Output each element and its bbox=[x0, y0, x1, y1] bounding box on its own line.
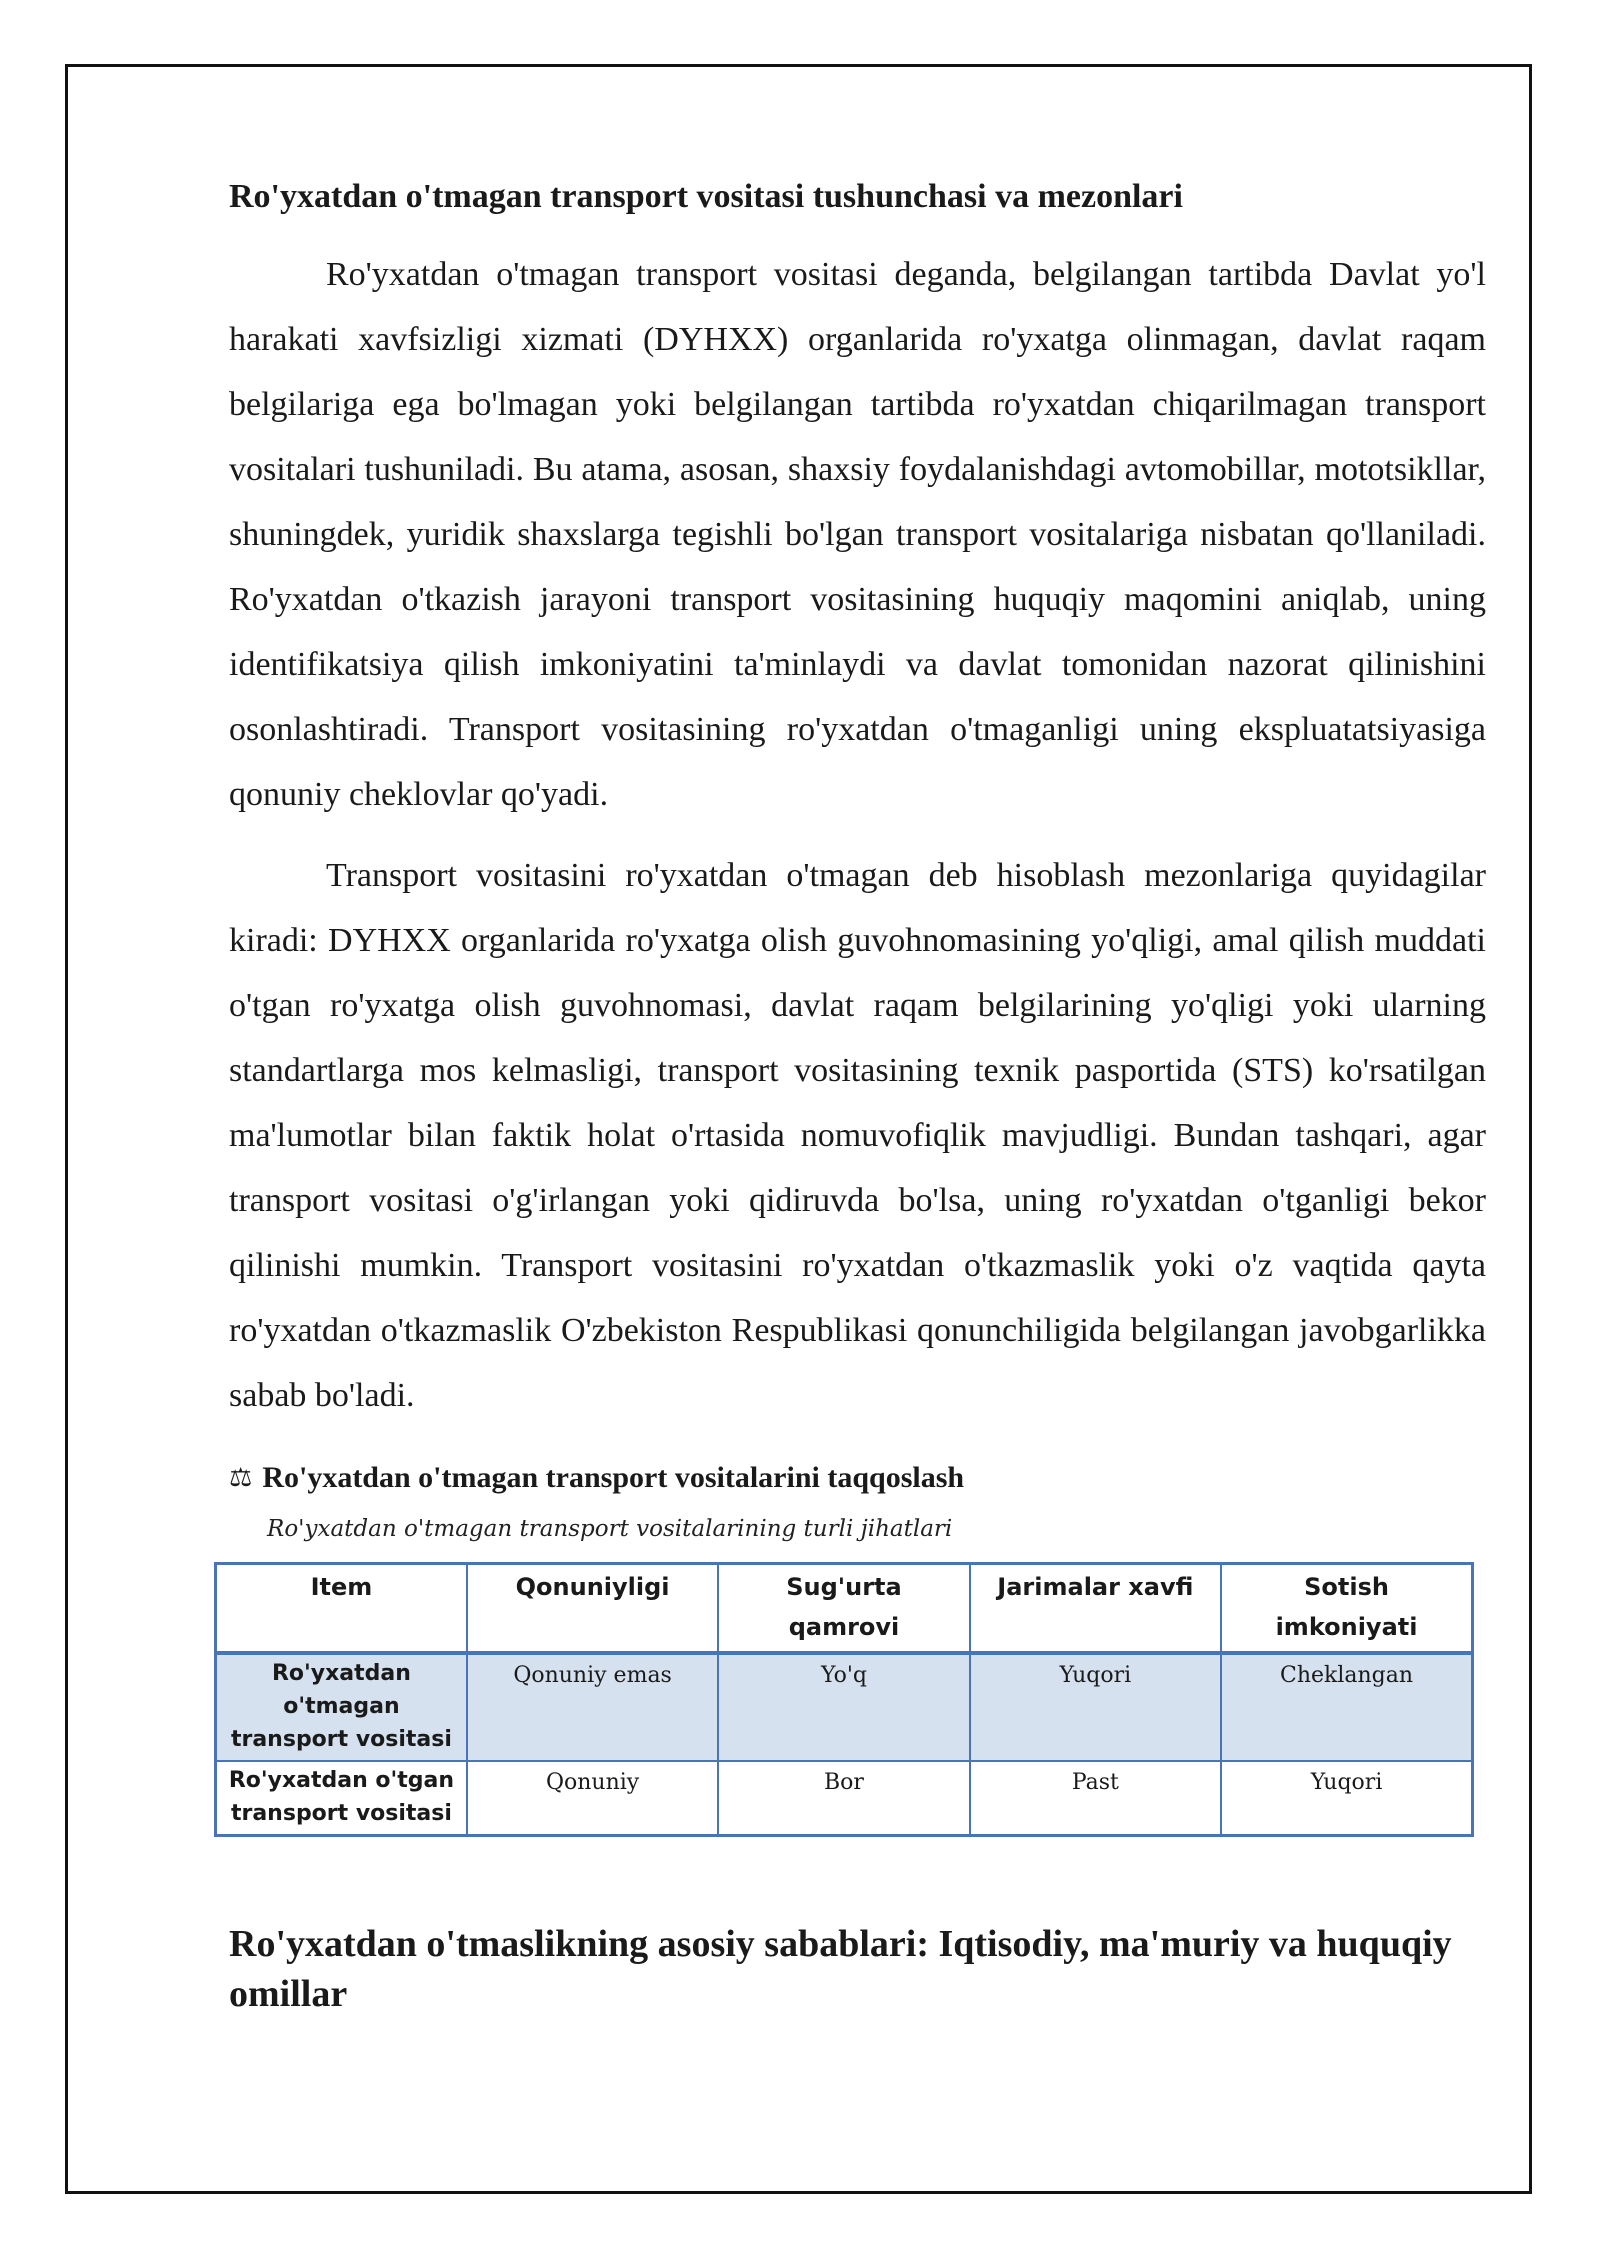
row-item-label: Ro'yxatdan o'tgan transport vositasi bbox=[216, 1761, 467, 1836]
paragraph-definition: Ro'yxatdan o'tmagan transport vositasi deganda, belgilangan tartibda Davlat yo'l harakati xavfsizligi xizmati (DYHXX) organlarida ro'yxatga olinmagan, davlat raqam belgilariga ega bo'lmagan yoki belgilangan tartibda ro'yxatdan chiqarilmagan transport vositalari tushuniladi. Bu atama, asosan, shaxsiy foydalanishdagi avtomobillar, mototsikllar, shuningdek, yuridik shaxslarga tegishli bo'lgan transport vositalariga nisbatan qo'llaniladi. Ro'yxatdan o'tkazish jarayoni transport vositasining huquqiy maqomini aniqlab, uning identifikatsiya qilish imkoniyatini ta'minlaydi va davlat tomonidan nazorat qilinishini osonlashtiradi. Transport vositasining ro'yxatdan o'tmaganligi uning ekspluatatsiyasiga qonuniy cheklovlar qo'yadi. bbox=[229, 256, 1486, 813]
table-cell: Qonuniy bbox=[467, 1761, 718, 1836]
table-subcaption: Ro'yxatdan o'tmagan transport vositalarining turli jihatlari bbox=[267, 1516, 953, 1542]
table-cell: Qonuniy emas bbox=[467, 1653, 718, 1761]
paragraph-criteria: Transport vositasini ro'yxatdan o'tmagan deb hisoblash mezonlariga quyidagilar kiradi: DYHXX organlarida ro'yxatga olish guvohnomasining yo'qligi, amal qilish muddati o'tgan ro'yxatga olish guvohnomasi, davlat raqam belgilarining yo'qligi yoki ularning standartlarga mos kelmasligi, transport vositasining texnik pasportida (STS) ko'rsatilgan ma'lumotlar bilan faktik holat o'rtasida nomuvofiqlik mavjudligi. Bundan tashqari, agar transport vositasi o'g'irlangan yoki qidiruvda bo'lsa, uning ro'yxatdan o'tganligi bekor qilinishi mumkin. Transport vositasini ro'yxatdan o'tkazmaslik yoki o'z vaqtida qayta ro'yxatdan o'tkazmaslik O'zbekiston Respublikasi qonunchiligida belgilangan javobgarlikka sabab bo'ladi. bbox=[229, 857, 1486, 1414]
column-header-sale: Sotish imkoniyati bbox=[1221, 1564, 1472, 1654]
table-cell: Past bbox=[970, 1761, 1221, 1836]
section-title-2: Ro'yxatdan o'tmaslikning asosiy sabablari: Iqtisodiy, ma'muriy va huquqiy omillar bbox=[229, 1923, 1452, 2015]
scale-icon: ⚖ bbox=[229, 1463, 253, 1493]
table-cell: Yo'q bbox=[718, 1653, 969, 1761]
table-row bbox=[216, 1653, 1473, 1761]
comparison-table bbox=[214, 1562, 1474, 1837]
table-caption-text: Ro'yxatdan o'tmagan transport vositalarini taqqoslash bbox=[262, 1461, 965, 1494]
table-cell: Yuqori bbox=[1221, 1761, 1472, 1836]
table-cell: Yuqori bbox=[970, 1653, 1221, 1761]
column-header-item: Item bbox=[216, 1564, 467, 1654]
table-cell: Cheklangan bbox=[1221, 1653, 1472, 1761]
table-caption bbox=[229, 1456, 1486, 1500]
table-cell: Bor bbox=[718, 1761, 969, 1836]
column-header-legality: Qonuniyligi bbox=[467, 1564, 718, 1654]
table-row bbox=[216, 1761, 1473, 1836]
row-item-label: Ro'yxatdan o'tmagan transport vositasi bbox=[216, 1653, 467, 1761]
column-header-insurance: Sug'urta qamrovi bbox=[718, 1564, 969, 1654]
section-title: Ro'yxatdan o'tmagan transport vositasi tushunchasi va mezonlari bbox=[229, 178, 1183, 215]
document-content bbox=[229, 172, 1486, 2019]
column-header-fines: Jarimalar xavfi bbox=[970, 1564, 1221, 1654]
table-header-row bbox=[216, 1564, 1473, 1654]
